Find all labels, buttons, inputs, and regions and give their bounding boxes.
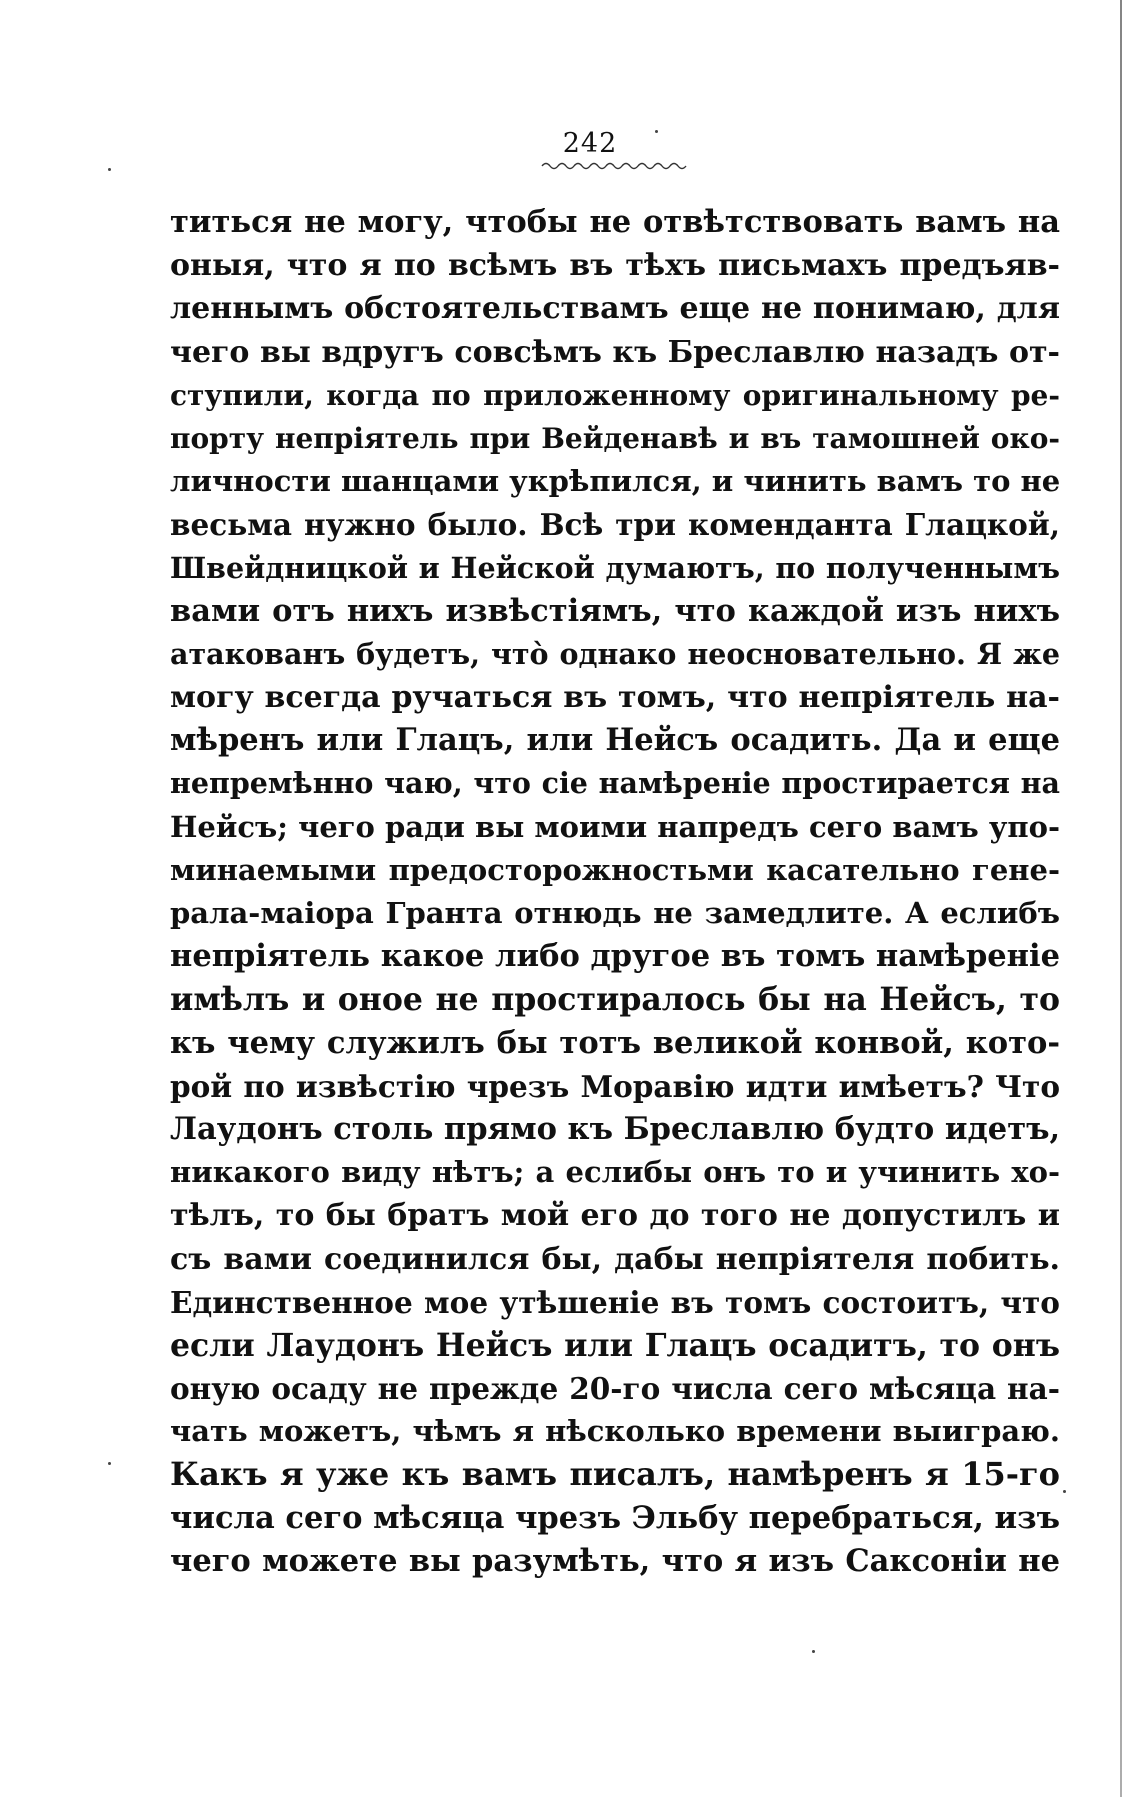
text-line: Единственное мое утѣшеніе въ томъ состоитъ, что — [170, 1284, 1060, 1320]
text-line: могу всегда ручаться въ томъ, что непріятель на- — [170, 680, 1060, 716]
text-line: никакого виду нѣтъ; а еслибы онъ то и учинить хо- — [170, 1155, 1060, 1190]
paper-speck — [108, 168, 111, 171]
text-line: атакованъ будетъ, что̀ однако неосновательно. Я же — [170, 636, 1060, 671]
text-line: весьма нужно было. Всѣ три коменданта Глацкой, — [170, 507, 1060, 543]
paper-speck — [108, 1462, 111, 1465]
page-edge-shadow — [1120, 0, 1122, 1797]
text-line: непріятель какое либо другое въ томъ намѣреніе — [170, 938, 1060, 975]
text-line: Швейдницкой и Нейской думаютъ, по полученнымъ — [170, 550, 1060, 585]
text-line: порту непріятель при Вейденавѣ и въ тамошней око- — [170, 421, 1060, 455]
text-line: вами отъ нихъ извѣстіямъ, что каждой изъ нихъ — [170, 592, 1060, 629]
text-line: леннымъ обстоятельствамъ еще не понимаю, для — [170, 291, 1060, 327]
text-line: тѣлъ, то бы братъ мой его до того не допустилъ и — [170, 1198, 1060, 1234]
text-line: съ вами соединился бы, дабы непріятеля побить. — [170, 1241, 1060, 1277]
text-line: Какъ я уже къ вамъ писалъ, намѣренъ я 15-го — [170, 1455, 1060, 1494]
text-line: личности шанцами укрѣпился, и чинить вамъ то не — [170, 464, 1060, 499]
body-text — [170, 201, 1060, 1583]
paper-speck — [655, 130, 658, 133]
text-line: чего вы вдругъ совсѣмъ къ Бреславлю назадъ от- — [170, 334, 1060, 370]
paper-speck — [1063, 1490, 1066, 1493]
text-line: если Лаудонъ Нейсъ или Глацъ осадитъ, то онъ — [170, 1326, 1060, 1364]
text-line: мѣренъ или Глацъ, или Нейсъ осадить. Да и еще — [170, 722, 1060, 759]
text-line: Нейсъ; чего ради вы моими напредъ сего вамъ упо- — [170, 809, 1060, 844]
text-line: оныя, что я по всѣмъ въ тѣхъ письмахъ предъяв- — [170, 248, 1060, 284]
paper-speck — [812, 1650, 815, 1653]
text-line: ступили, когда по приложенному оригинальному ре- — [170, 378, 1060, 412]
text-line: титься не могу, чтобы не отвѣтствовать вамъ на — [170, 204, 1060, 240]
text-line: рала-маіора Гранта отнюдь не замедлите. А еслибъ — [170, 896, 1060, 930]
text-line: чего можете вы разумѣть, что я изъ Саксоніи не — [170, 1542, 1060, 1579]
text-line: рой по извѣстію чрезъ Моравію идти имѣетъ? Что — [170, 1068, 1060, 1104]
text-line: Лаудонъ столь прямо къ Бреславлю будто идетъ, — [170, 1110, 1060, 1147]
text-line: числа сего мѣсяца чрезъ Эльбу перебраться, изъ — [170, 1499, 1060, 1536]
text-line: имѣлъ и оное не простиралось бы на Нейсъ, то — [170, 981, 1060, 1019]
text-line: непремѣнно чаю, что сіе намѣреніе простирается на — [170, 766, 1060, 801]
text-line: къ чему служилъ бы тотъ великой конвой, кото- — [170, 1024, 1060, 1061]
header-ornament — [540, 160, 690, 172]
page-number: 242 — [562, 128, 618, 159]
text-line: минаемыми предосторожностьми касательно гене- — [170, 852, 1060, 887]
text-line: чать можетъ, чѣмъ я нѣсколько времени выиграю. — [170, 1414, 1060, 1449]
text-line: оную осаду не прежде 20-го числа сего мѣсяца на- — [170, 1371, 1060, 1407]
